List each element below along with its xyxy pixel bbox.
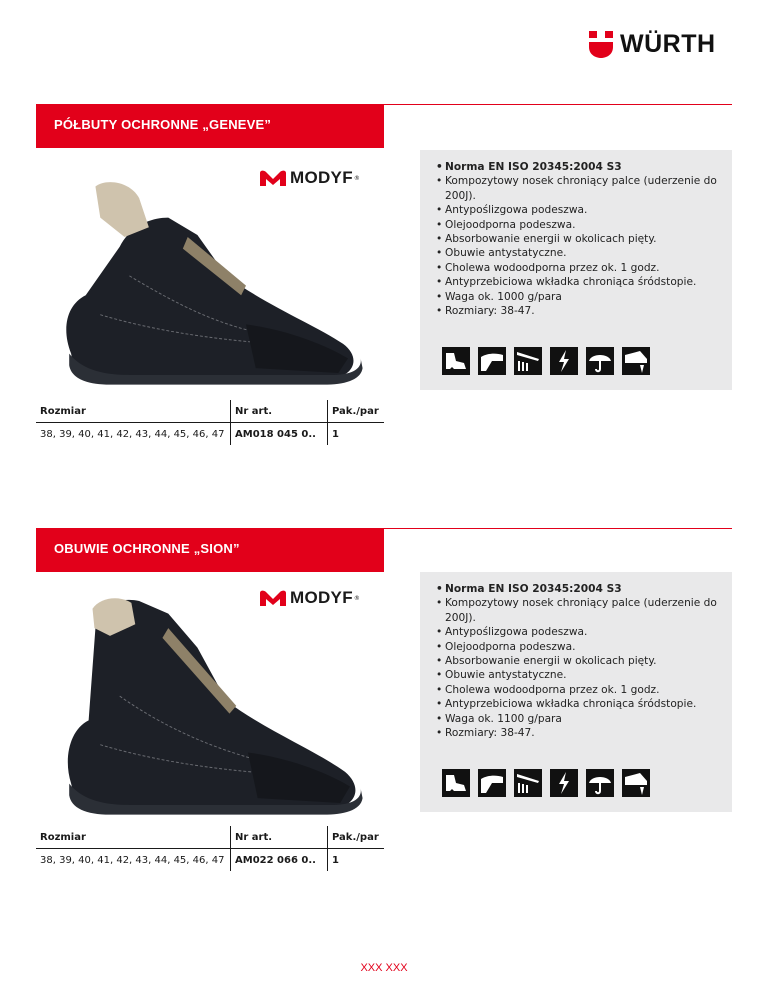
section-title: OBUWIE OCHRONNE „SION” (54, 541, 240, 556)
spec-item: • Antyprzebiciowa wkładka chroniąca śródstopie. (436, 697, 726, 711)
spec-item: • Absorbowanie energii w okolicach pięty. (436, 654, 726, 668)
wurth-logo (588, 28, 716, 60)
feature-icons (442, 769, 650, 797)
spec-item: • Olejoodporna podeszwa. (436, 218, 726, 232)
registered-mark: ® (353, 594, 360, 602)
table-cell-article: AM018 045 0.. (231, 423, 328, 446)
water-resistant-icon (586, 769, 614, 797)
table-cell-article: AM022 066 0.. (231, 849, 328, 872)
spec-item: • Norma EN ISO 20345:2004 S3 (436, 582, 726, 596)
spec-item: • Antypoślizgowa podeszwa. (436, 625, 726, 639)
shoe-image-sion (42, 586, 382, 816)
modyf-brand-text: MODYF (290, 588, 353, 607)
spec-item: • Cholewa wodoodporna przez ok. 1 godz. (436, 683, 726, 697)
antistatic-icon (550, 769, 578, 797)
spec-item: • Antyprzebiciowa wkładka chroniąca śródstopie. (436, 275, 726, 289)
table-cell-sizes: 38, 39, 40, 41, 42, 43, 44, 45, 46, 47 (36, 423, 231, 446)
page-footer: XXX XXX (360, 962, 408, 974)
spec-item: • Rozmiary: 38-47. (436, 726, 726, 740)
anti-slip-sole-icon (478, 347, 506, 375)
section-header (36, 104, 384, 148)
feature-icons (442, 347, 650, 375)
spec-item: • Obuwie antystatyczne. (436, 668, 726, 682)
oil-resistant-icon (514, 347, 542, 375)
anti-puncture-icon (622, 769, 650, 797)
spec-item: • Obuwie antystatyczne. (436, 246, 726, 260)
product-table (36, 826, 384, 871)
modyf-brand (258, 168, 360, 188)
spec-list (436, 160, 726, 318)
spec-panel (420, 572, 732, 812)
wurth-emblem-icon (588, 29, 614, 59)
anti-puncture-icon (622, 347, 650, 375)
oil-resistant-icon (514, 769, 542, 797)
table-header-cell: Rozmiar (36, 826, 231, 849)
table-cell-pack: 1 (328, 849, 385, 872)
table-header-cell: Nr art. (231, 400, 328, 423)
table-header-cell: Pak./par (332, 405, 379, 417)
toe-cap-icon (442, 769, 470, 797)
spec-item: • Absorbowanie energii w okolicach pięty. (436, 232, 726, 246)
table-cell-pack: 1 (328, 423, 385, 446)
registered-mark: ® (353, 174, 360, 182)
modyf-logo-icon (258, 589, 288, 607)
product-section-sion (36, 528, 732, 868)
table-header-row (36, 400, 384, 423)
section-title: PÓŁBUTY OCHRONNE „GENEVE” (54, 117, 272, 132)
anti-slip-sole-icon (478, 769, 506, 797)
table-header-row (36, 826, 384, 849)
spec-item: • Waga ok. 1100 g/para (436, 712, 726, 726)
spec-item: • Kompozytowy nosek chroniący palce (uderzenie do 200J). (436, 596, 726, 625)
table-header-cell: Nr art. (231, 826, 328, 849)
modyf-brand (258, 588, 360, 608)
antistatic-icon (550, 347, 578, 375)
spec-item: • Norma EN ISO 20345:2004 S3 (436, 160, 726, 174)
modyf-brand-text: MODYF (290, 168, 353, 187)
spec-panel (420, 150, 732, 390)
spec-item: • Olejoodporna podeszwa. (436, 640, 726, 654)
table-row (36, 423, 384, 446)
table-header-cell: Pak./par (332, 831, 379, 843)
spec-list (436, 582, 726, 740)
spec-item: • Cholewa wodoodporna przez ok. 1 godz. (436, 261, 726, 275)
spec-item: • Antypoślizgowa podeszwa. (436, 203, 726, 217)
table-header-cell: Rozmiar (36, 400, 231, 423)
spec-item: • Rozmiary: 38-47. (436, 304, 726, 318)
product-table (36, 400, 384, 445)
modyf-logo-icon (258, 169, 288, 187)
section-header (36, 528, 384, 572)
spec-item: • Waga ok. 1000 g/para (436, 290, 726, 304)
spec-item: • Kompozytowy nosek chroniący palce (uderzenie do 200J). (436, 174, 726, 203)
product-section-geneve (36, 104, 732, 444)
wurth-logo-text: WÜRTH (620, 29, 716, 58)
toe-cap-icon (442, 347, 470, 375)
table-cell-sizes: 38, 39, 40, 41, 42, 43, 44, 45, 46, 47 (36, 849, 231, 872)
water-resistant-icon (586, 347, 614, 375)
table-row (36, 849, 384, 872)
shoe-image-geneve (42, 156, 382, 386)
